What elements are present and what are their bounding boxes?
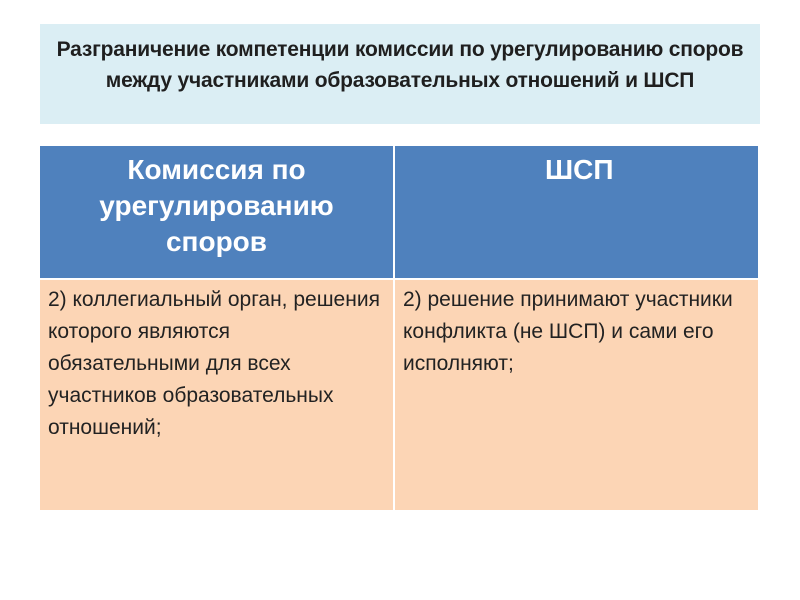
header-commission: Комиссия по урегулированию споров	[39, 145, 394, 279]
table-row	[39, 279, 759, 511]
cell-commission-description: 2) коллегиальный орган, решения которого являются обязательными для всех участников образовательных отношений;	[39, 279, 394, 511]
header-shsp: ШСП	[394, 145, 759, 279]
slide-title: Разграничение компетенции комиссии по урегулированию споров между участниками образовательных отношений и ШСП	[56, 38, 744, 92]
slide-title-box	[40, 24, 760, 124]
table-header-row	[39, 145, 759, 279]
comparison-table	[38, 144, 760, 512]
cell-shsp-description: 2) решение принимают участники конфликта (не ШСП) и сами его исполняют;	[394, 279, 759, 511]
